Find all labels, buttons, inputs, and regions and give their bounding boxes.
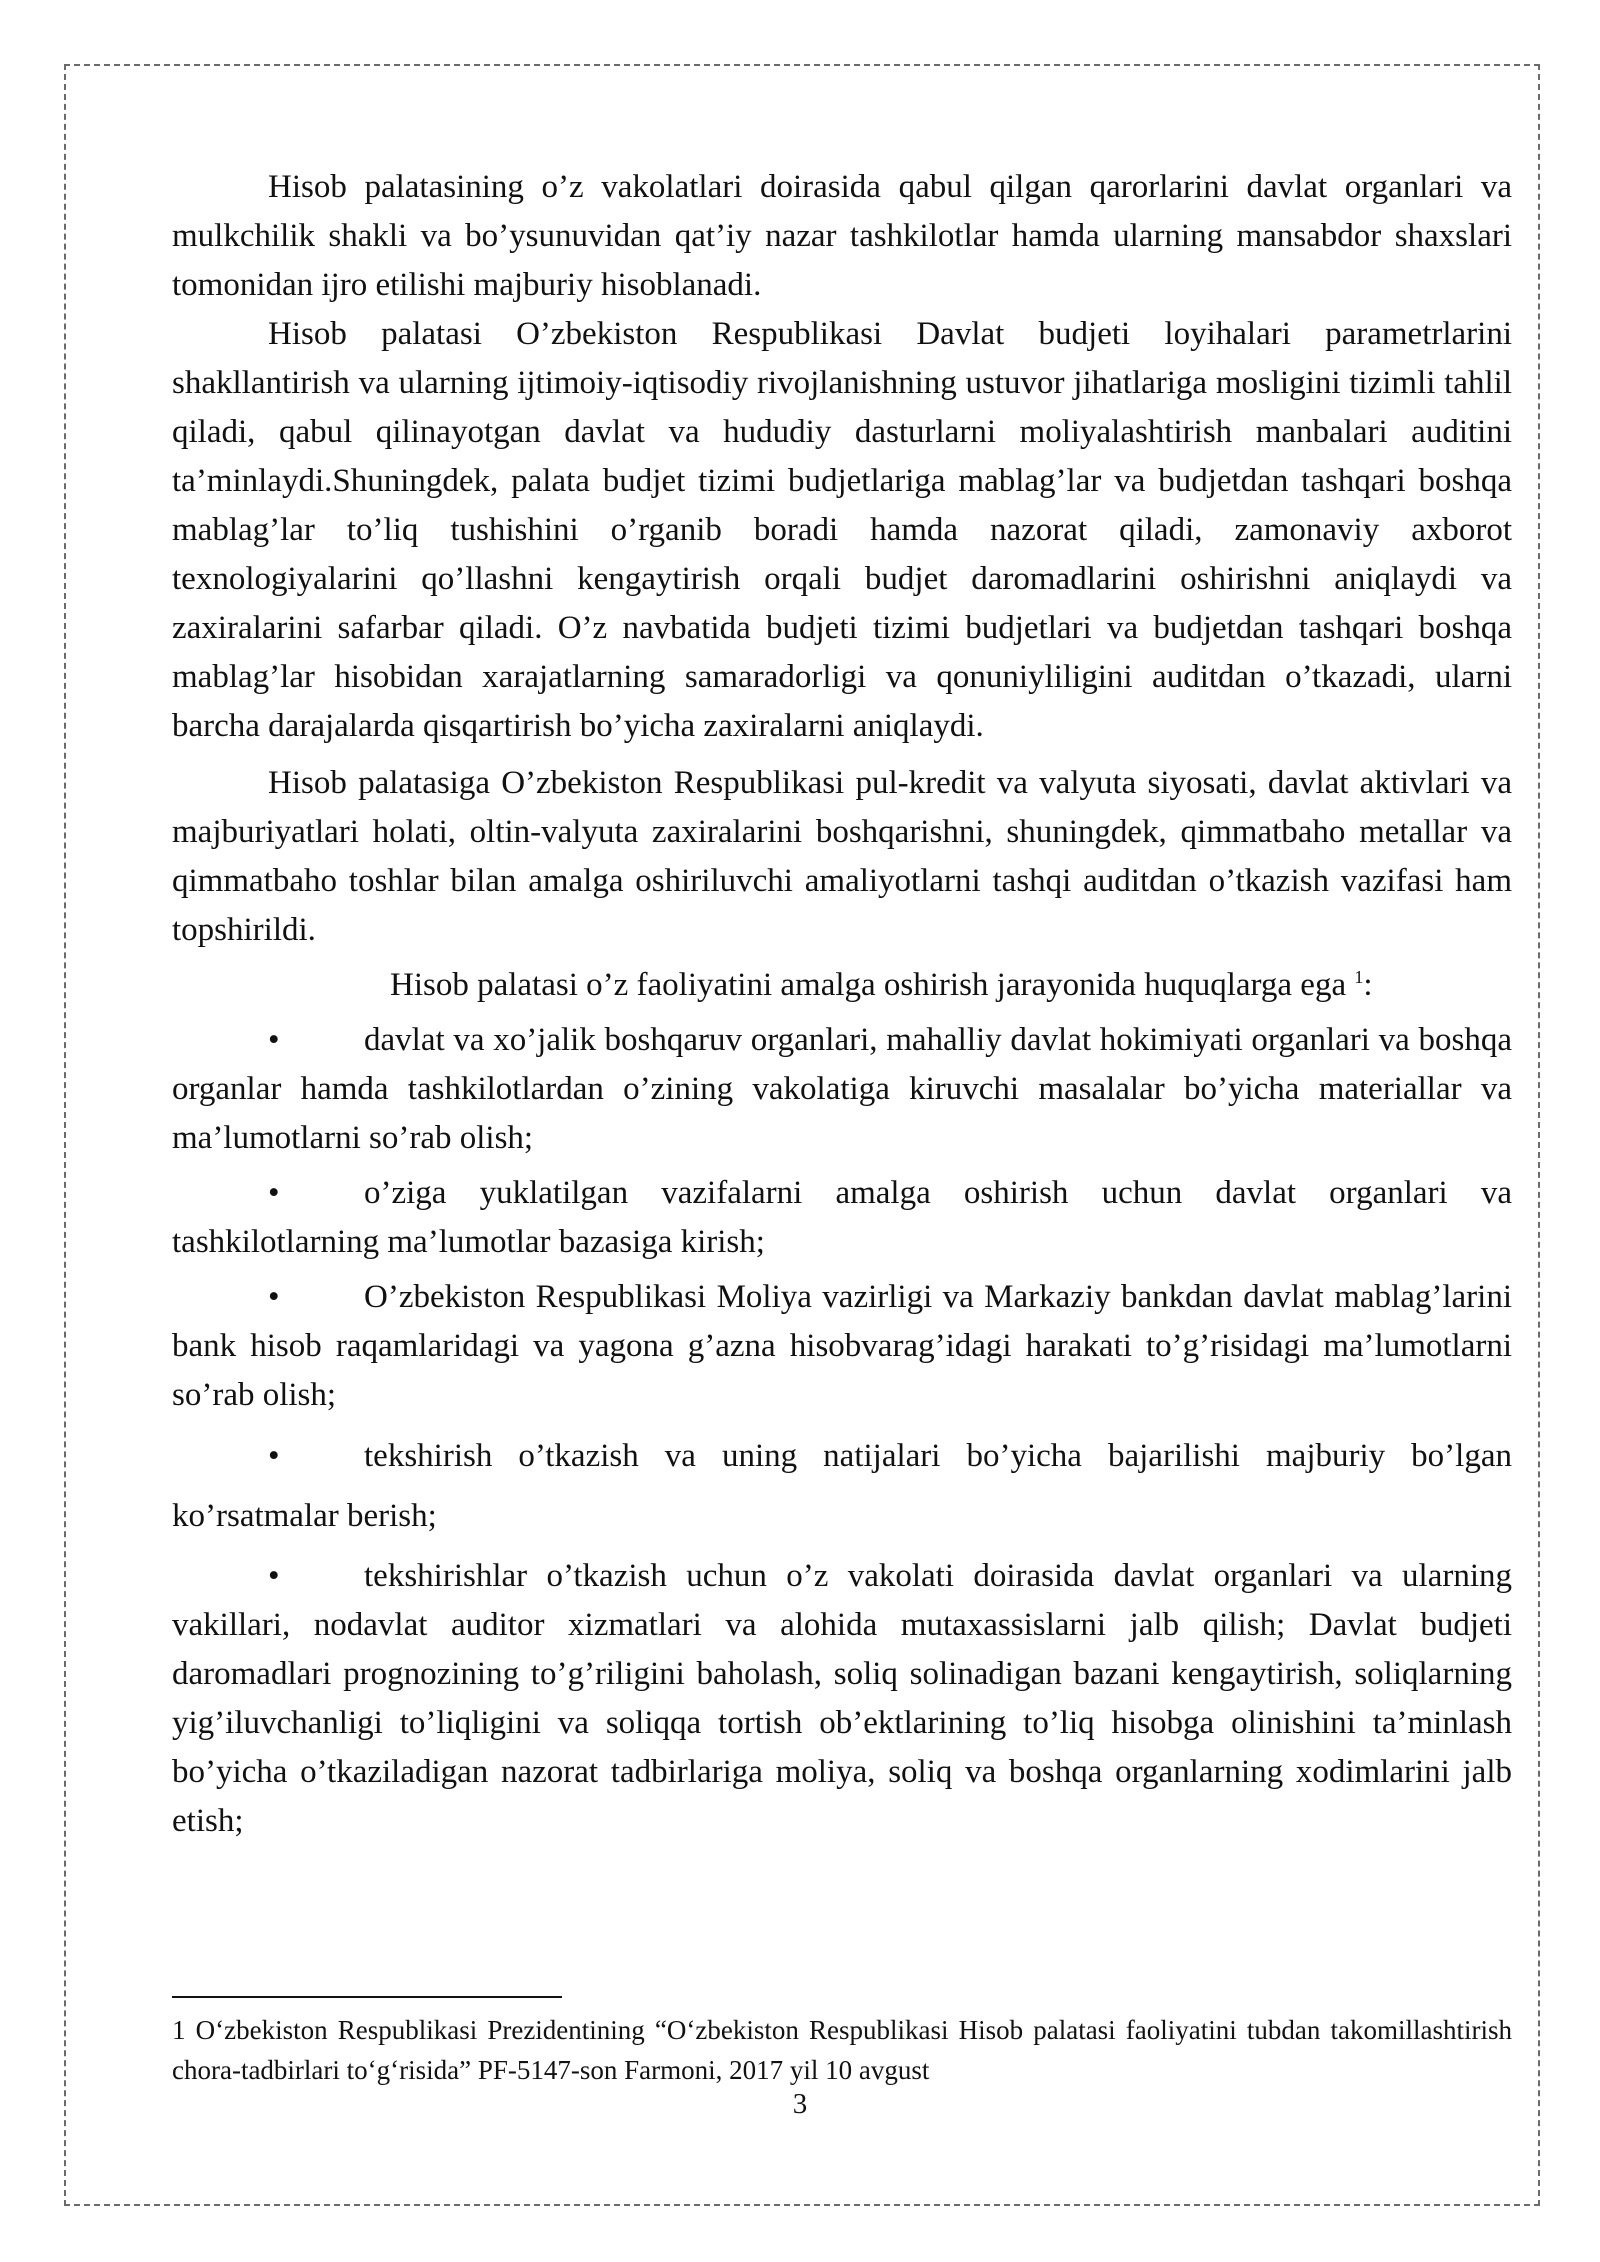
list-item-text: O’zbekiston Respublikasi Moliya vazirligi va Markaziy bankdan davlat mablag’larini bank hisob raqamlaridagi va yagona g’azna hisobvarag’idagi harakati to’g’risidagi ma’lumotlarni so’rab olish; bbox=[172, 1279, 1512, 1413]
footnote-separator bbox=[172, 1996, 562, 1998]
paragraph: Hisob palatasi O’zbekiston Respublikasi Davlat budjeti loyihalari parametrlarini shakllantirish va ularning ijtimoiy-iqtisodiy rivojlanishning ustuvor jihatlariga mosligini tizimli tahlil qiladi, qabul qilinayotgan davlat va hududiy dasturlarni moliyalashtirish manbalari auditini ta’minlaydi.Shuningdek, palata budjet tizimi budjetlariga mablag’lar va budjetdan tashqari boshqa mablag’lar to’liq tushishini o’rganib boradi hamda nazorat qiladi, zamonaviy axborot texnologiyalarini qo’llashni kengaytirish orqali budjet daromadlarini oshirishni aniqlaydi va zaxiralarini safarbar qiladi. O’z navbatida budjeti tizimi budjetlari va budjetdan tashqari boshqa mablag’lar hisobidan xarajatlarning samaradorligi va qonuniyliligini auditdan o’tkazadi, ularni barcha darajalarda qisqartirish bo’yicha zaxiralarni aniqlaydi. bbox=[172, 316, 1512, 744]
list-item bbox=[172, 1169, 1512, 1267]
page-body bbox=[172, 163, 1512, 1846]
footnote-reference: 1 bbox=[1354, 967, 1364, 987]
list-item bbox=[172, 1552, 1512, 1846]
footnote: 1 O‘zbekiston Respublikasi Prezidentining “O‘zbekiston Respublikasi Hisob palatasi faoliyatini tubdan takomillashtirish chora-tadbirlari to‘g‘risida” PF-5147-son Farmoni, 2017 yil 10 avgust bbox=[172, 2015, 1512, 2085]
list-item bbox=[172, 1273, 1512, 1420]
list-item-text: tekshirish o’tkazish va uning natijalari bo’yicha bajarilishi majburiy bo’lgan ko’rsatmalar berish; bbox=[172, 1438, 1512, 1534]
list-item-text: tekshirishlar o’tkazish uchun o’z vakolati doirasida davlat organlari va ularning vakillari, nodavlat auditor xizmatlari va alohida mutaxassislarni jalb qilish; Davlat budjeti daromadlari prognozining to’g’riligini baholash, soliq solinadigan bazani kengaytirish, soliqlarning yig’iluvchanligi to’liqligini va soliqqa tortish ob’ektlarining to’liq hisobga olinishini ta’minlash bo’yicha o’tkaziladigan nazorat tadbirlariga moliya, soliq va boshqa organlarning xodimlarini jalb etish; bbox=[172, 1558, 1512, 1839]
list-item bbox=[172, 1016, 1512, 1163]
list-item bbox=[172, 1426, 1512, 1546]
list-item-text: davlat va xo’jalik boshqaruv organlari, mahalliy davlat hokimiyati organlari va boshqa organlar hamda tashkilotlardan o’zining vakolatiga kiruvchi masalalar bo’yicha materiallar va ma’lumotlarni so’rab olish; bbox=[172, 1022, 1512, 1156]
rights-intro bbox=[172, 961, 1512, 1010]
bullet-icon: • bbox=[268, 1438, 280, 1474]
list-item-text: o’ziga yuklatilgan vazifalarni amalga oshirish uchun davlat organlari va tashkilotlarning ma’lumotlar bazasiga kirish; bbox=[172, 1175, 1512, 1260]
bullet-icon: • bbox=[268, 1175, 280, 1211]
rights-intro-text: Hisob palatasi o’z faoliyatini amalga oshirish jarayonida huquqlarga ega bbox=[390, 967, 1347, 1003]
paragraph: Hisob palatasining o’z vakolatlari doirasida qabul qilgan qarorlarini davlat organlari va mulkchilik shakli va bo’ysunuvidan qat’iy nazar tashkilotlar hamda ularning mansabdor shaxslari tomonidan ijro etilishi majburiy hisoblanadi. bbox=[172, 169, 1512, 303]
paragraph: Hisob palatasiga O’zbekiston Respublikasi pul-kredit va valyuta siyosati, davlat aktivlari va majburiyatlari holati, oltin-valyuta zaxiralarini boshqarishni, shuningdek, qimmatbaho metallar va qimmatbaho toshlar bilan amalga oshiriluvchi amaliyotlarni tashqi auditdan o’tkazish vazifasi ham topshirildi. bbox=[172, 765, 1512, 948]
bullet-icon: • bbox=[268, 1279, 280, 1315]
bullet-icon: • bbox=[268, 1558, 280, 1594]
bullet-icon: • bbox=[268, 1022, 280, 1058]
page-number: 3 bbox=[792, 2088, 808, 2120]
rights-intro-colon: : bbox=[1363, 967, 1373, 1003]
